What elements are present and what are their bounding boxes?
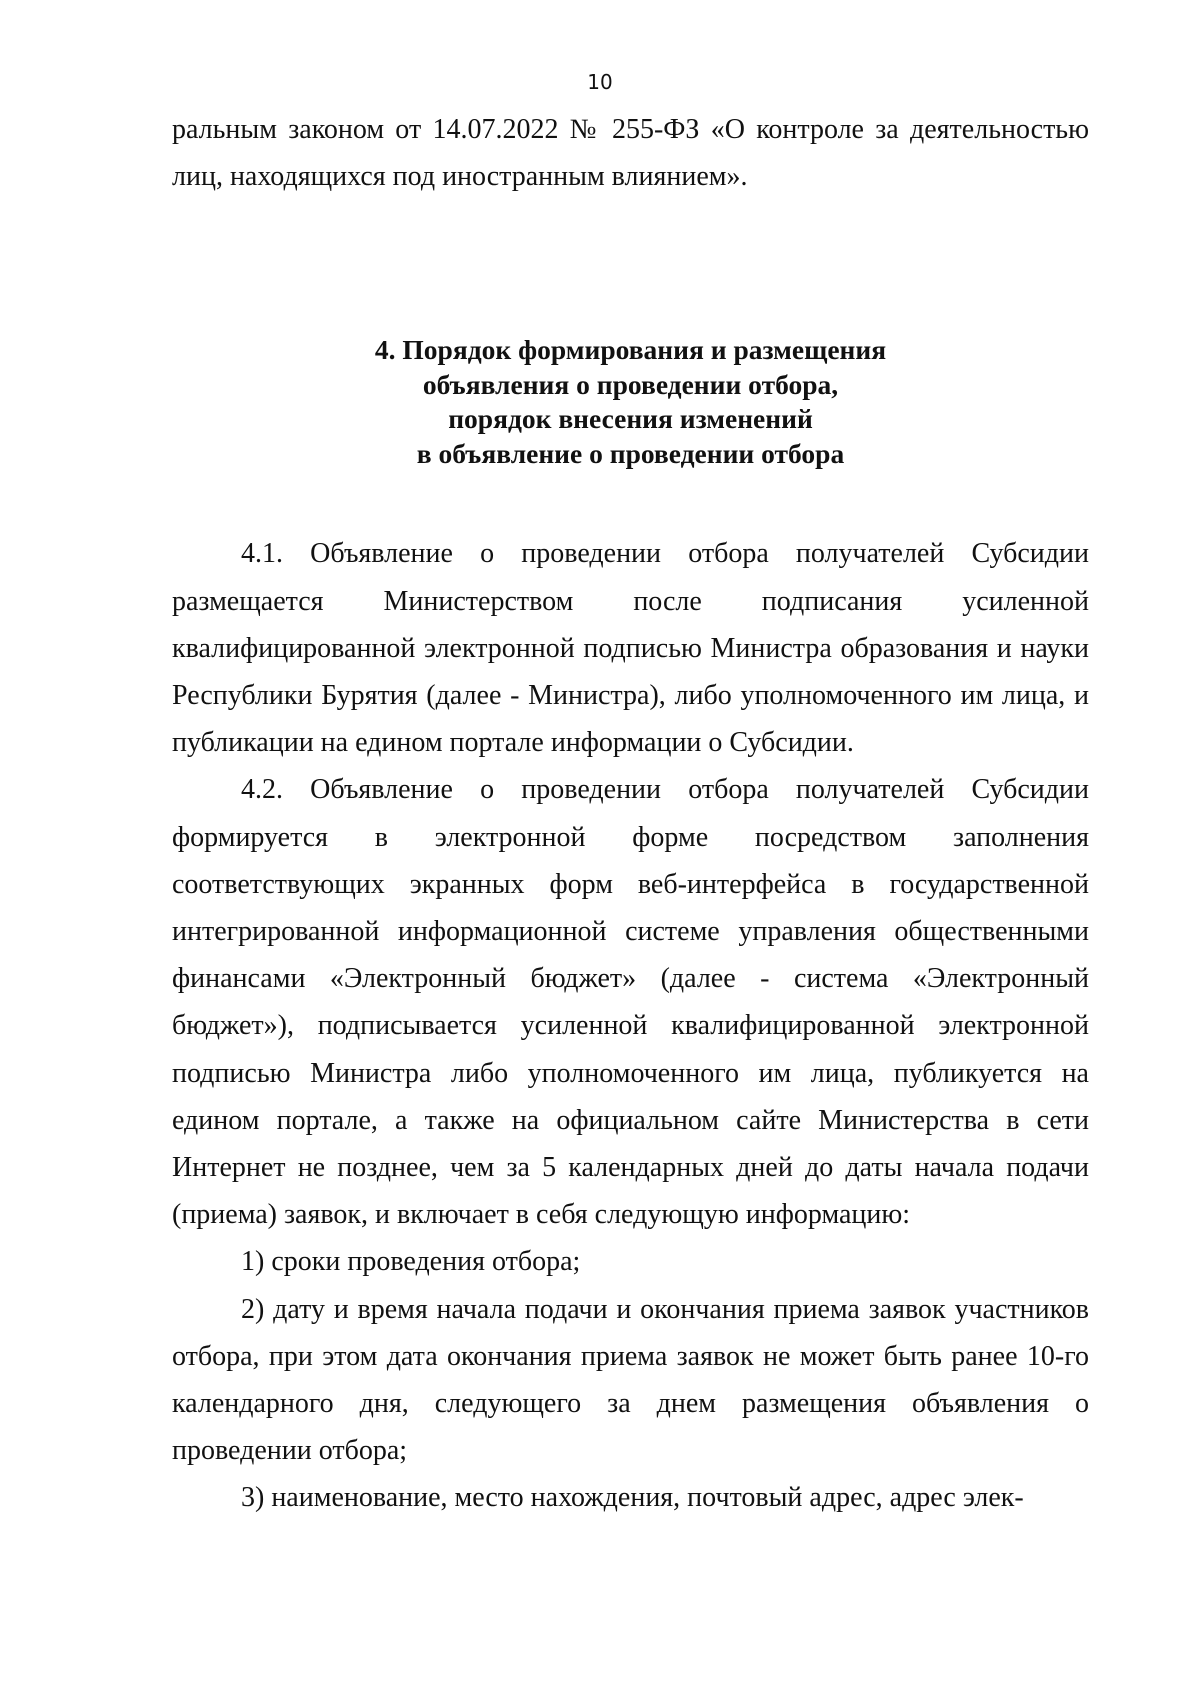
list-item-1: 1) сроки проведения отбора;: [241, 1246, 581, 1278]
section-heading-line-4: в объявление о проведении отбора: [416, 437, 845, 469]
section-heading-line-3: порядок внесения изменений: [448, 403, 813, 435]
list-item-2: 2) дату и время начала подачи и окончания приема заявок участников отбора, при этом дата окончания приема заявок не может быть ранее 10-го календарного дня, следующего за днем размещения объявления о проведении отбора;: [172, 1293, 1089, 1467]
paragraph-4-1: 4.1. Объявление о проведении отбора получателей Субсидии размещается Министерством после подписания усиленной квалифицированной электронной подписью Министра образования и науки Республики Бурятия (далее - Министра), либо уполномоченного им лица, и публикации на едином портале информации о Субсидии.: [172, 538, 1089, 759]
section-heading: [172, 333, 1089, 471]
paragraph-4-2: 4.2. Объявление о проведении отбора получателей Субсидии формируется в электронной форме посредством заполнения соответствующих экранных форм веб-интерфейса в государственной интегрированной информационной системе управления общественными финансами «Электронный бюджет» (далее - система «Электронный бюджет»), подписывается усиленной квалифицированной электронной подписью Министра либо уполномоченного им лица, публикуется на едином портале, а также на официальном сайте Министерства в сети Интернет не позднее, чем за 5 календарных дней до даты начала подачи (приема) заявок, и включает в себя следующую информацию:: [172, 774, 1089, 1231]
intro-continuation-paragraph: ральным законом от 14.07.2022 № 255-ФЗ «О контроле за деятельностью лиц, находящихся под иностранным влиянием».: [172, 114, 1089, 193]
section-heading-line-2: объявления о проведении отбора,: [422, 368, 839, 400]
section-heading-line-1: 4. Порядок формирования и размещения: [374, 334, 887, 366]
document-body: [172, 106, 1089, 1522]
page-number: 10: [587, 70, 613, 94]
list-item-3: 3) наименование, место нахождения, почтовый адрес, адрес элек-: [241, 1482, 1024, 1514]
section-paragraphs: [172, 530, 1089, 1521]
